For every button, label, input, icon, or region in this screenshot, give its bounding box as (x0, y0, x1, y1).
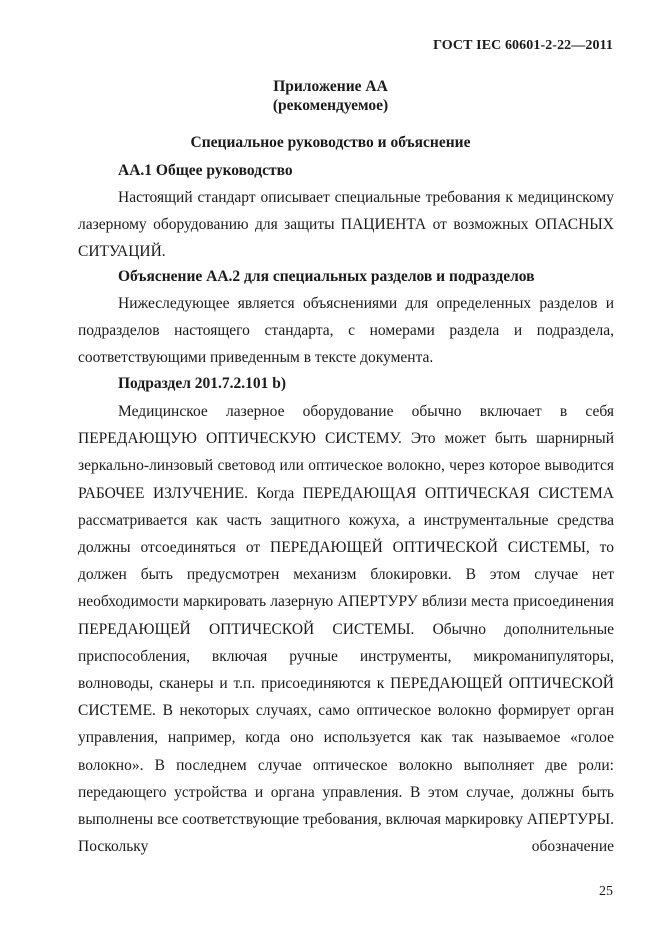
appendix-title-block (0, 77, 661, 115)
appendix-subtitle: (рекомендуемое) (272, 97, 389, 114)
standard-header: ГОСТ IEC 60601-2-22—2011 (433, 38, 613, 53)
aa2-heading: Объяснение АА.2 для специальных разделов и подразделов (118, 268, 535, 285)
aa1-paragraph: Настоящий стандарт описывает специальные требования к медицинскому лазерному оборудованию для защиты ПАЦИЕНТА от возможных ОПАСНЫХ СИТУАЦИЙ. (78, 189, 614, 261)
subsection-paragraph: Медицинское лазерное оборудование обычно включает в себя ПЕРЕДАЮЩУЮ ОПТИЧЕСКУЮ СИСТЕМУ. Это может быть шарнирный зеркально-линзовый световод или оптическое волокно, через которое выводится РАБОЧЕЕ ИЗЛУЧЕНИЕ. Когда ПЕРЕДАЮЩАЯ ОПТИЧЕСКАЯ СИСТЕМА рассматривается как часть защитного кожуха, а инструментальные средства должны отсоединяться от ПЕРЕДАЮЩЕЙ ОПТИЧЕСКОЙ СИСТЕМЫ, то должен быть предусмотрен механизм блокировки. В этом случае нет необходимости маркировать лазерную АПЕРТУРУ вблизи места присоединения ПЕРЕДАЮЩЕЙ ОПТИЧЕСКОЙ СИСТЕМЫ. Обычно дополнительные приспособления, включая ручные инструменты, микроманипуляторы, волноводы, сканеры и т.п. присоединяются к ПЕРЕДАЮЩЕЙ ОПТИЧЕСКОЙ СИСТЕМЕ. В некоторых случаях, само оптическое волокно формирует орган управления, например, когда оно используется как так называемое «голое волокно». В последнем случае оптическое волокно выполняет две роли: передающего устройства и органа управления. В этом случае, должны быть выполнены все соответствующие требования, включая маркировку АПЕРТУРЫ. Поскольку обозначение (78, 403, 614, 856)
section-title: Специальное руководство и объяснение (190, 134, 471, 151)
aa1-heading: АА.1 Общее руководство (118, 162, 293, 179)
appendix-title: Приложение АА (273, 78, 388, 95)
aa2-paragraph: Нижеследующее является объяснениями для определенных разделов и подразделов настоящего стандарта, с номерами раздела и подраздела, соответствующими приведенным в тексте документа. (78, 295, 614, 367)
subsection-heading: Подраздел 201.7.2.101 b) (118, 375, 287, 392)
page-number: 25 (599, 884, 613, 899)
